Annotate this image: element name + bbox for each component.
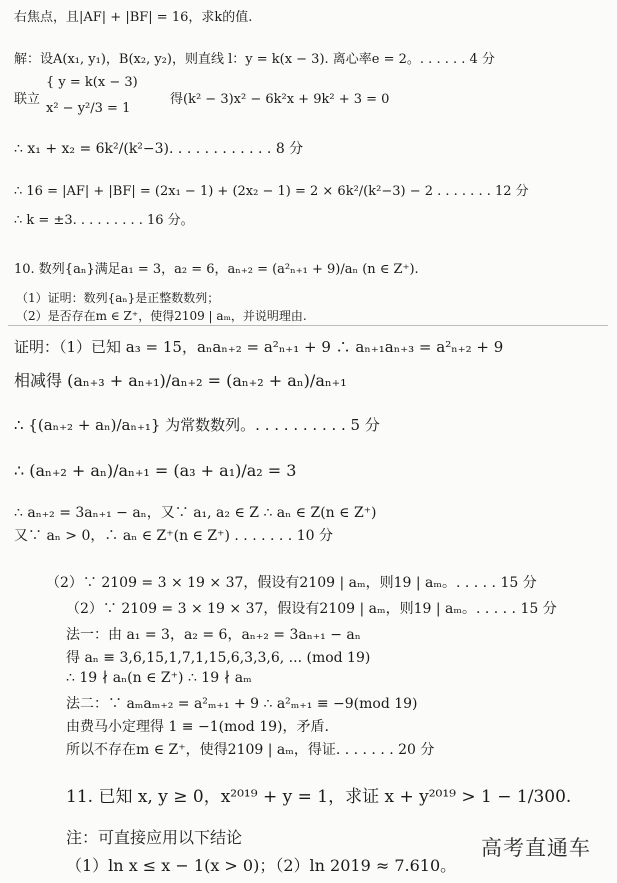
method-2-line-c: 所以不存在m ∈ Z⁺，使得2109 | aₘ，得证. . . . . . . 20 分 (66, 742, 435, 758)
problem-intro-text: 右焦点，且|AF| + |BF| = 16，求k的值. (14, 10, 253, 25)
focal-distance-eq: ∴ 16 = |AF| + |BF| = (2x₁ − 1) + (2x₂ − 1) = 2 × 6k²/(k²−3) − 2 . . . . . . . 12 分 (14, 184, 529, 199)
method-1-line-c: ∴ 19 ∤ aₙ(n ∈ Z⁺) ∴ 19 ∤ aₘ (66, 670, 252, 686)
derived-quadratic: 得(k² − 3)x² − 6k²x + 9k² + 3 = 0 (170, 92, 390, 107)
problem-10-part-1: （1）证明：数列{aₙ}是正整数数列； (16, 291, 220, 305)
watermark-text: 高考直通车 (481, 836, 591, 860)
part2-line-a: （2）∵ 2109 = 3 × 19 × 37，假设有2109 | aₘ，则19 | aₘ。. . . . . 15 分 (46, 575, 537, 591)
problem-10-statement: 10. 数列{aₙ}满足a₁ = 3，a₂ = 6，aₙ₊₂ = (a²ₙ₊₁ + 9)/aₙ (n ∈ Z⁺). (14, 262, 419, 277)
method-1-line-a: 法一：由 a₁ = 3，a₂ = 6，aₙ₊₂ = 3aₙ₊₁ − aₙ (66, 627, 361, 643)
proof-line-6: 又∵ aₙ > 0，∴ aₙ ∈ Z⁺(n ∈ Z⁺) . . . . . . . 10 分 (14, 528, 333, 544)
problem-10-part-2: （2）是否存在m ∈ Z⁺，使得2109 | aₘ，并说明理由. (16, 309, 307, 323)
problem-11-statement: 11. 已知 x, y ≥ 0，x²⁰¹⁹ + y = 1，求证 x + y²⁰¹⁹ > 1 − 1/300. (66, 787, 572, 807)
proof-line-1: 证明：（1）已知 a₃ = 15，aₙaₙ₊₂ = a²ₙ₊₁ + 9 ∴ aₙ₊₁aₙ₊₃ = a²ₙ₊₂ + 9 (14, 338, 504, 356)
lianli-label: 联立 (14, 92, 41, 107)
k-result: ∴ k = ±3. . . . . . . . . 16 分。 (14, 213, 194, 228)
part2-line-b: （2）∵ 2109 = 3 × 19 × 37，假设有2109 | aₘ，则19 | aₘ。. . . . . 15 分 (66, 601, 557, 617)
solution-line-1: 解：设A(x₁, y₁)，B(x₂, y₂)，则直线 l：y = k(x − 3). 离心率e = 2。. . . . . . 4 分 (14, 52, 495, 67)
sum-of-roots: ∴ x₁ + x₂ = 6k²/(k²−3). . . . . . . . . . . . 8 分 (14, 141, 304, 157)
proof-line-5: ∴ aₙ₊₂ = 3aₙ₊₁ − aₙ，又∵ a₁, a₂ ∈ Z ∴ aₙ ∈ Z(n ∈ Z⁺) (14, 505, 377, 521)
page-divider (8, 325, 608, 326)
system-eq-2: x² − y²/3 = 1 (46, 101, 131, 116)
proof-line-4: ∴ (aₙ₊₂ + aₙ)/aₙ₊₁ = (a₃ + a₁)/a₂ = 3 (14, 461, 297, 480)
proof-line-2: 相减得 (aₙ₊₃ + aₙ₊₁)/aₙ₊₂ = (aₙ₊₂ + aₙ)/aₙ₊₁ (14, 371, 347, 390)
system-eq-1: { y = k(x − 3) (46, 75, 138, 90)
method-2-line-a: 法二：∵ aₘaₘ₊₂ = a²ₘ₊₁ + 9 ∴ a²ₘ₊₁ ≡ −9(mod 19) (66, 696, 418, 712)
proof-line-3: ∴ {(aₙ₊₂ + aₙ)/aₙ₊₁} 为常数数列。. . . . . . . . . . 5 分 (14, 416, 380, 434)
method-2-line-b: 由费马小定理得 1 ≡ −1(mod 19)，矛盾. (66, 719, 329, 735)
method-1-line-b: 得 aₙ ≡ 3,6,15,1,7,1,15,6,3,3,6, ... (mod 19) (66, 650, 371, 666)
problem-11-hints: （1）ln x ≤ x − 1(x > 0)；（2）ln 2019 ≈ 7.610。 (66, 856, 457, 875)
problem-11-note: 注：可直接应用以下结论 (66, 828, 243, 847)
